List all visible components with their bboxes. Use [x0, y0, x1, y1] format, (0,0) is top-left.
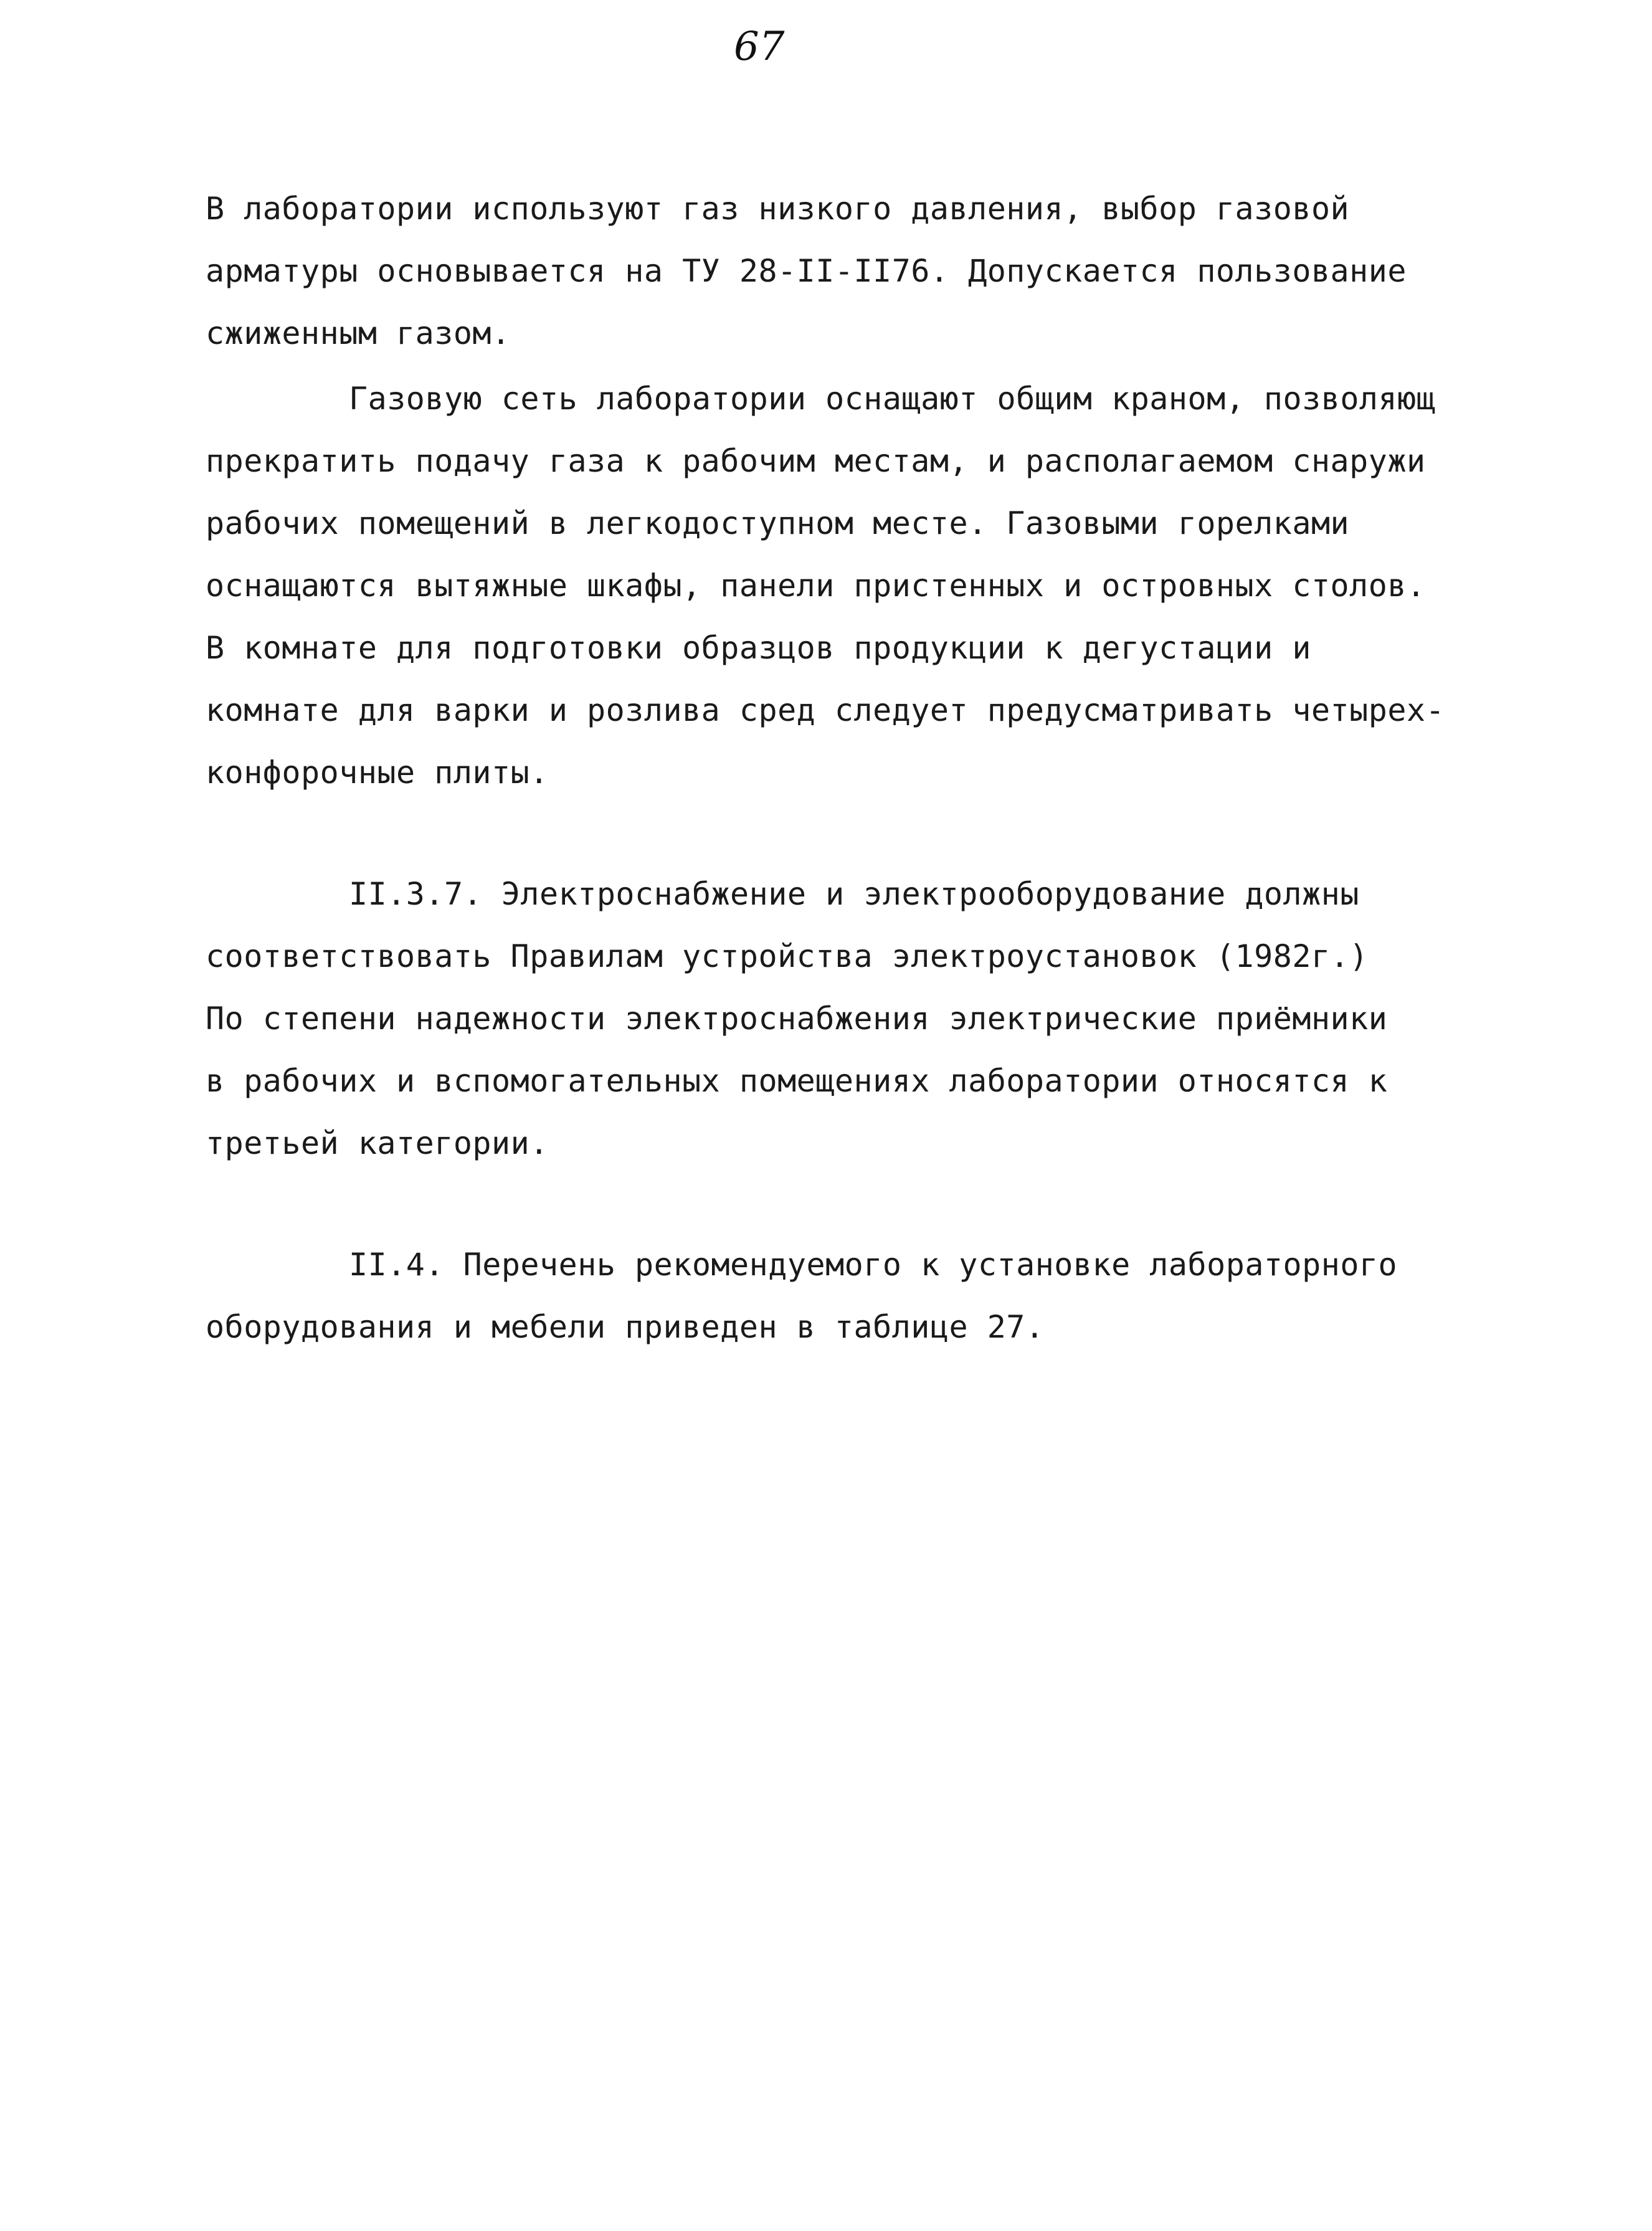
text-line: комнате для варки и розлива сред следует предусматривать четырех-: [206, 692, 1445, 728]
text-line: рабочих помещений в легкодоступном месте. Газовыми горелками: [206, 505, 1350, 541]
text-line: соответствовать Правилам устройства электроустановок (1982г.): [206, 938, 1369, 974]
text-line: В комнате для подготовки образцов продукции к дегустации и: [206, 630, 1311, 666]
text-line: II.3.7. Электроснабжение и электрооборудование должны: [349, 876, 1359, 912]
text-line: в рабочих и вспомогательных помещениях лаборатории относятся к: [206, 1063, 1388, 1099]
page-number: 67: [734, 24, 785, 70]
text-line: оснащаются вытяжные шкафы, панели пристенных и островных столов.: [206, 568, 1426, 604]
text-line: II.4. Перечень рекомендуемого к установке лабораторного: [349, 1247, 1398, 1283]
text-line: В лаборатории используют газ низкого давления, выбор газовой: [206, 191, 1350, 227]
text-line: Газовую сеть лаборатории оснащают общим краном, позволяющ: [349, 381, 1436, 417]
text-line: конфорочные плиты.: [206, 754, 549, 791]
text-line: оборудования и мебели приведен в таблице 27.: [206, 1309, 1045, 1345]
text-line: прекратить подачу газа к рабочим местам, и располагаемом снаружи: [206, 443, 1426, 479]
text-line: сжиженным газом.: [206, 315, 511, 351]
text-line: третьей категории.: [206, 1125, 549, 1161]
text-line: арматуры основывается на ТУ 28-II-II76. Допускается пользование: [206, 253, 1407, 289]
text-line: По степени надежности электроснабжения электрические приёмники: [206, 1001, 1388, 1037]
